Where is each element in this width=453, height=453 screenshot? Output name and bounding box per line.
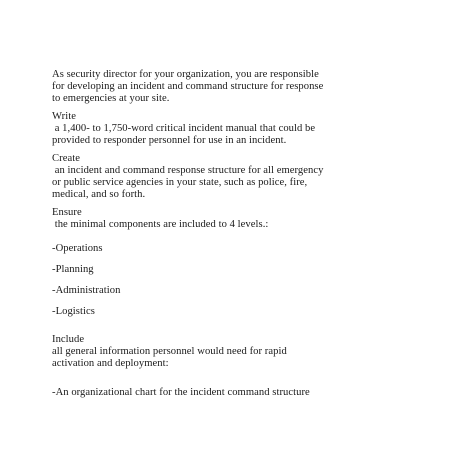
paragraph-9-line-2: all general information personnel would need for rapid [52,346,287,357]
paragraph-3-heading: Create [52,153,80,164]
paragraph-4-heading: Ensure [52,207,82,218]
list-item-org-chart: -An organizational chart for the incident command structure [52,387,310,398]
paragraph-2-line-2: a 1,400- to 1,750-word critical incident manual that could be [52,123,316,134]
paragraph-9-heading: Include [52,334,85,345]
list-item-operations: -Operations [52,243,103,254]
paragraph-3-line-2: an incident and command response structure for all emergency [52,165,324,176]
list-item-logistics: -Logistics [52,306,95,317]
paragraph-2-line-3: provided to responder personnel for use in an incident. [52,135,287,146]
list-item-administration: -Administration [52,285,121,296]
paragraph-1-line-3: to emergencies at your site. [52,93,170,104]
list-item-planning: -Planning [52,264,94,275]
paragraph-3-line-3: or public service agencies in your state, such as police, fire, [52,177,308,188]
paragraph-9-line-3: activation and deployment: [52,358,169,369]
paragraph-2-heading: Write [52,111,76,122]
paragraph-4-line-2: the minimal components are included to 4 levels.: [52,219,269,230]
paragraph-1-line-1: As security director for your organization, you are responsible [52,69,319,80]
paragraph-3-line-4: medical, and so forth. [52,189,146,200]
paragraph-1-line-2: for developing an incident and command structure for response [52,81,324,92]
